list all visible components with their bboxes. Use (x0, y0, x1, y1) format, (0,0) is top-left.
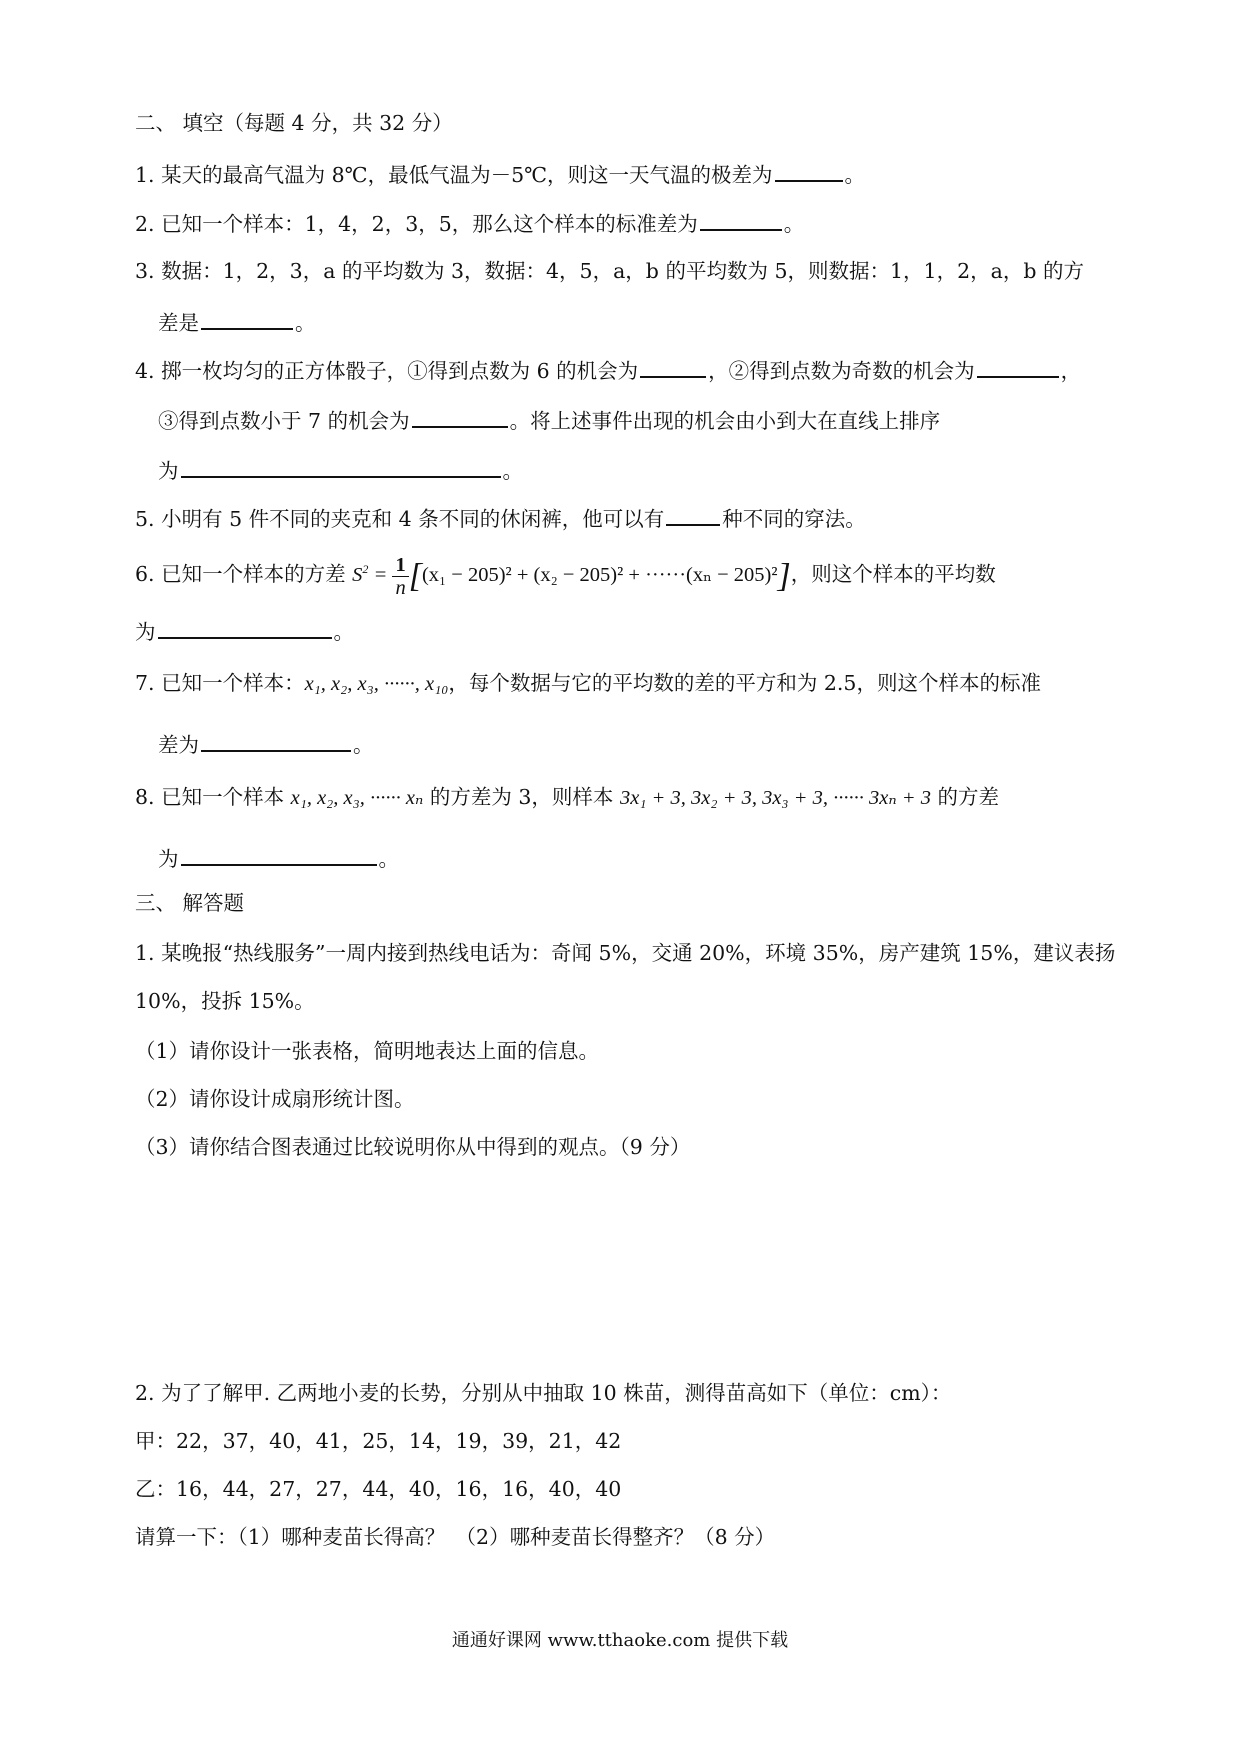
q3-answer-blank[interactable] (201, 306, 293, 330)
q8-answer-blank[interactable] (181, 842, 377, 866)
q3-suffix: 。 (295, 311, 316, 335)
q6-suffix: ，则这个样本的平均数 (790, 562, 996, 587)
q4-blank-3[interactable] (412, 404, 508, 428)
problem-2-question: 请算一下：（1）哪种麦苗长得高？ （2）哪种麦苗长得整齐？（8 分） (135, 1525, 776, 1549)
q5-suffix: 种不同的穿法。 (722, 507, 866, 531)
section-2-heading: 二、 填空（每题 4 分，共 32 分） (135, 111, 453, 135)
q7-answer-blank[interactable] (201, 728, 351, 752)
q4-suffix: 。 (502, 459, 523, 483)
q6-fraction-numerator: 1 (392, 554, 408, 577)
q4-blank-2[interactable] (977, 354, 1059, 378)
q1-answer-blank[interactable] (775, 158, 843, 182)
q8-line2-prefix: 为 (158, 847, 179, 871)
question-6-line2 (135, 615, 354, 647)
question-2 (135, 207, 804, 239)
question-7-line2 (158, 728, 374, 760)
q6-line2-prefix: 为 (135, 620, 156, 644)
q3-line2-prefix: 差是 (158, 311, 199, 335)
q8-transformed-formula: 3x₁ + 3, 3x₂ + 3, 3x₃ + 3, ······ 3xₙ + 3 (619, 787, 931, 809)
q7-line2-suffix: 。 (353, 733, 374, 757)
q8-line2-suffix: 。 (378, 847, 399, 871)
question-4 (135, 354, 1081, 386)
q8-suffix: 的方差 (937, 785, 1000, 809)
q6-formula-body: (x₁ − 205)² + (x₂ − 205)² + ······(xₙ − 205)² (421, 564, 778, 587)
q4-part5: 。将上述事件出现的机会由小到大在直线上排序 (509, 409, 941, 433)
q4-part1: 4. 掷一枚均匀的正方体骰子，①得到点数为 6 的机会为 (135, 359, 639, 383)
q6-text: 6. 已知一个样本的方差 (135, 562, 346, 587)
q8-text: 8. 已知一个样本 (135, 785, 285, 809)
q4-part3: ， (1060, 359, 1082, 383)
footer-source: 通通好课网 www.tthaoke.com 提供下载 (451, 1630, 789, 1651)
q4-blank-1[interactable] (640, 354, 706, 378)
q7-line2-prefix: 差为 (158, 733, 199, 757)
problem-1-line1: 1. 某晚报“热线服务”一周内接到热线电话为：奇闻 5%，交通 20%，环境 35%，房产建筑 15%，建议表扬 (135, 941, 1116, 965)
q5-answer-blank[interactable] (666, 502, 720, 526)
q8-sample-formula: x₁, x₂, x₃, ······ xₙ (290, 787, 424, 809)
question-4-line2 (158, 404, 940, 436)
problem-2-line1: 2. 为了了解甲. 乙两地小麦的长势，分别从中抽取 10 株苗，测得苗高如下（单位：cm）： (135, 1381, 952, 1405)
q1-text: 1. 某天的最高气温为 8℃，最低气温为－5℃，则这一天气温的极差为 (135, 163, 773, 187)
q2-text: 2. 已知一个样本：1，4，2，3，5，那么这个样本的标准差为 (135, 212, 698, 236)
question-3-line2 (158, 306, 316, 338)
q6-fraction (392, 554, 408, 599)
question-7 (135, 668, 1041, 699)
q6-fraction-denominator: n (395, 577, 406, 599)
question-3 (135, 256, 1084, 286)
q7-suffix: ，每个数据与它的平均数的差的平方和为 2.5，则这个样本的标准 (448, 671, 1041, 695)
problem-1-sub1: （1）请你设计一张表格，简明地表达上面的信息。 (135, 1039, 600, 1063)
question-8 (135, 782, 999, 813)
q7-text: 7. 已知一个样本： (135, 671, 305, 695)
q4-blank-4[interactable] (181, 454, 501, 478)
question-8-line2 (158, 842, 399, 874)
q6-variance-formula: $S^2$ = $\frac{1}{n}$ [(x₁ − 205)² + (x₂ − 205)² + ······(xₙ − 205)²] (352, 554, 791, 599)
q4-line3-prefix: 为 (158, 459, 179, 483)
q3-text: 3. 数据：1，2，3，a 的平均数为 3，数据：4，5，a，b 的平均数为 5，则数据：1，1，2，a，b 的方 (135, 259, 1084, 283)
q7-sample-formula: x₁, x₂, x₃, ······, x₁₀ (304, 673, 449, 695)
q2-suffix: 。 (783, 212, 805, 236)
problem-1-sub3: （3）请你结合图表通过比较说明你从中得到的观点。（9 分） (135, 1135, 691, 1159)
q5-text: 5. 小明有 5 件不同的夹克和 4 条不同的休闲裤，他可以有 (135, 507, 665, 531)
problem-1-line2: 10%，投拆 15%。 (135, 989, 315, 1013)
question-5 (135, 502, 866, 534)
q6-formula-lhs: S (352, 564, 363, 587)
q4-part4: ③得到点数小于 7 的机会为 (158, 409, 410, 433)
q8-middle: 的方差为 3，则样本 (429, 785, 614, 809)
problem-2-data-yi: 乙：16，44，27，27，44，40，16，16，40，40 (135, 1477, 622, 1501)
question-4-line3 (158, 454, 523, 486)
q6-answer-blank[interactable] (158, 615, 332, 639)
q6-line2-suffix: 。 (333, 620, 354, 644)
problem-1-sub2: （2）请你设计成扇形统计图。 (135, 1087, 415, 1111)
q1-suffix: 。 (844, 163, 866, 187)
q4-part2: ，②得到点数为奇数的机会为 (708, 359, 975, 383)
problem-2-data-jia: 甲：22，37，40，41，25，14，19，39，21，42 (135, 1429, 622, 1453)
question-6 (135, 554, 996, 599)
question-1 (135, 158, 865, 190)
q2-answer-blank[interactable] (700, 207, 782, 231)
section-3-heading: 三、 解答题 (135, 891, 245, 915)
